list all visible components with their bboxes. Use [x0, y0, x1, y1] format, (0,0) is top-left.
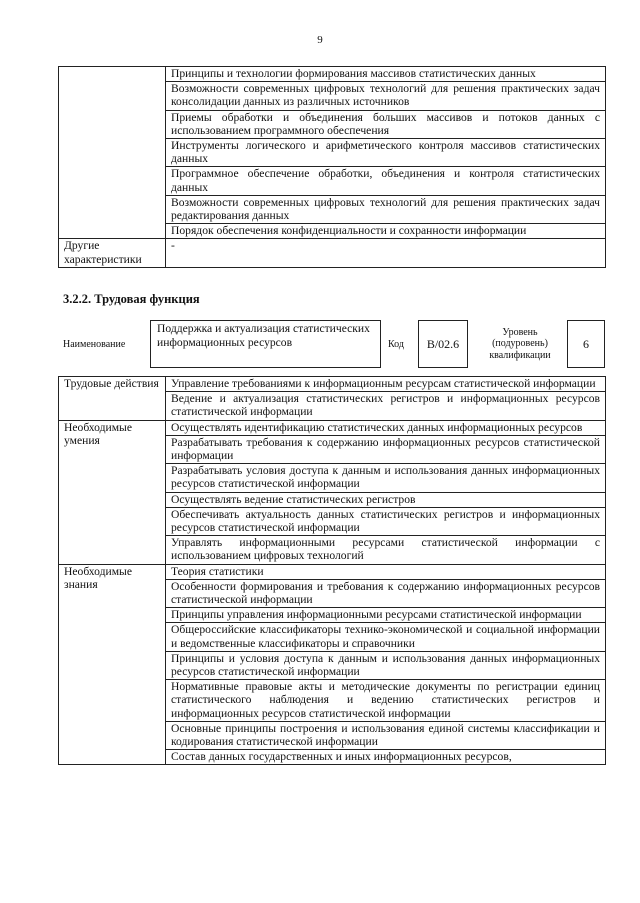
labor-function-table	[58, 376, 606, 765]
knowledge-item: Порядок обеспечения конфиденциальности и сохранности информации	[166, 224, 606, 239]
knowledge-item: Особенности формирования и требования к содержанию информационных ресурсов статистической информации	[166, 579, 606, 607]
knowledge-item: Программное обеспечение обработки, объединения и контроля статистических данных	[166, 167, 606, 195]
knowledge-item: Принципы и технологии формирования массивов статистических данных	[166, 67, 606, 82]
name-value-box: Поддержка и актуализация статистических информационных ресурсов	[150, 320, 381, 368]
knowledge-item: Инструменты логического и арифметического контроля массивов статистических данных	[166, 139, 606, 167]
labor-action-item: Управление требованиями к информационным ресурсам статистической информации	[166, 377, 606, 392]
skill-item: Разрабатывать условия доступа к данным и использования данных информационных ресурсов статистической информации	[166, 464, 606, 492]
code-label: Код	[388, 338, 404, 350]
table-row	[59, 564, 606, 579]
knowledge-item: Приемы обработки и объединения больших массивов и потоков данных с использованием программного обеспечения	[166, 110, 606, 138]
name-label: Наименование	[63, 338, 126, 350]
table-row	[59, 377, 606, 392]
table-row	[59, 67, 606, 82]
knowledge-item: Нормативные правовые акты и методические документы по регистрации единиц статистического наблюдения и ведению статистических регистров и информационных ресурсов статистической информации	[166, 680, 606, 722]
other-characteristics-label: Другие характеристики	[59, 239, 166, 267]
table-row	[59, 239, 606, 267]
skill-item: Разрабатывать требования к содержанию информационных ресурсов статистической информации	[166, 435, 606, 463]
skill-item: Осуществлять ведение статистических регистров	[166, 492, 606, 507]
knowledge-item: Общероссийские классификаторы технико-экономической и социальной информации и ведомственные классификаторы и справочники	[166, 623, 606, 651]
section-title: 3.2.2. Трудовая функция	[63, 292, 200, 306]
skill-item: Управлять информационными ресурсами статистической информации с использованием цифровых технологий	[166, 536, 606, 564]
qualification-level-value-box: 6	[567, 320, 605, 368]
knowledge-item: Принципы и условия доступа к данным и использования данных информационных ресурсов статистической информации	[166, 651, 606, 679]
row-label-empty	[59, 67, 166, 239]
knowledge-item: Основные принципы построения и использования единой системы классификации и кодирования статистической информации	[166, 721, 606, 749]
knowledge-item: Состав данных государственных и иных информационных ресурсов,	[166, 750, 606, 765]
skill-item: Обеспечивать актуальность данных статистических регистров и информационных ресурсов статистической информации	[166, 507, 606, 535]
knowledge-item: Теория статистики	[166, 564, 606, 579]
table-row	[59, 420, 606, 435]
labor-action-item: Ведение и актуализация статистических регистров и информационных ресурсов статистической информации	[166, 392, 606, 420]
knowledge-item: Возможности современных цифровых технологий для решения практических задач консолидации данных из различных источников	[166, 82, 606, 110]
qualification-level-label-text: Уровень (подуровень) квалификации	[489, 326, 551, 361]
knowledge-item: Принципы управления информационными ресурсами статистической информации	[166, 608, 606, 623]
page-number: 9	[317, 34, 323, 46]
code-value-box: B/02.6	[418, 320, 468, 368]
required-knowledge-label: Необходимые знания	[59, 564, 166, 765]
qualification-level-label	[480, 320, 560, 368]
required-skills-label: Необходимые умения	[59, 420, 166, 564]
knowledge-table-continued	[58, 66, 606, 268]
knowledge-item: Возможности современных цифровых технологий для решения практических задач редактирования данных	[166, 195, 606, 223]
labor-actions-label: Трудовые действия	[59, 377, 166, 421]
skill-item: Осуществлять идентификацию статистических данных информационных ресурсов	[166, 420, 606, 435]
other-characteristics-value: -	[166, 239, 606, 267]
